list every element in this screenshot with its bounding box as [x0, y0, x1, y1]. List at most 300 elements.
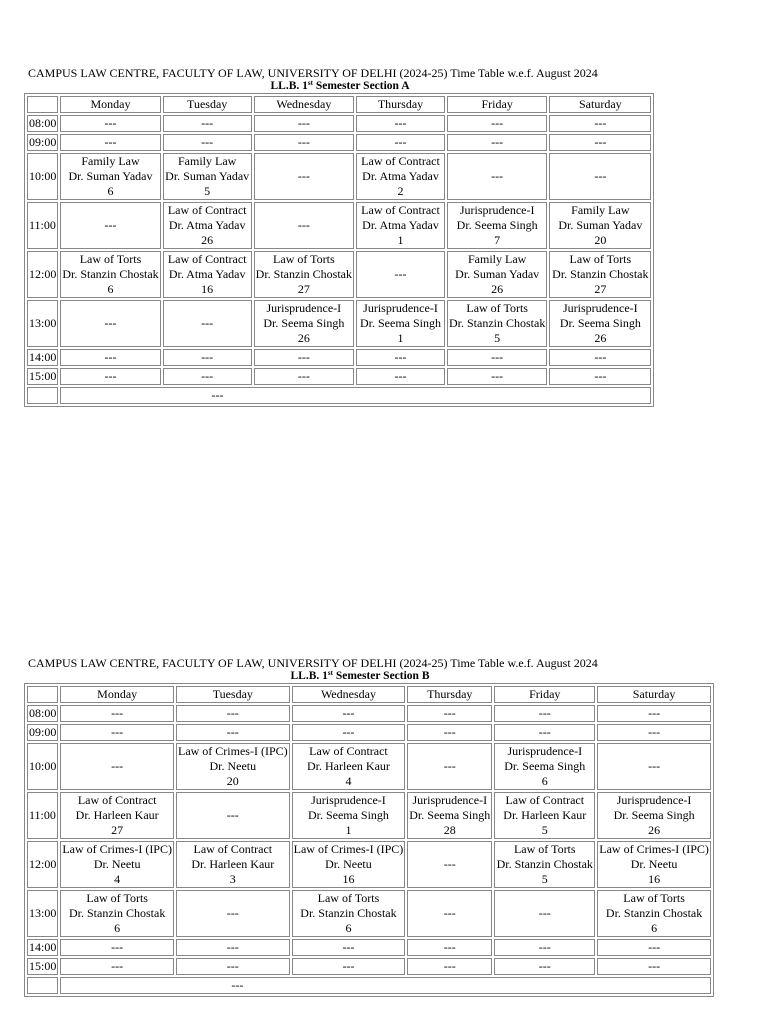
instructor-name: Dr. Stanzin Chostak: [496, 857, 593, 871]
slot-cell: [176, 705, 290, 722]
slot-cell: [549, 115, 651, 132]
slot-empty: ---: [443, 906, 456, 920]
day-header-friday: Friday: [494, 686, 595, 703]
course-name: Family Law: [81, 154, 140, 168]
time-row: [27, 939, 711, 956]
course-name: Law of Contract: [361, 154, 440, 168]
slot-cell: [549, 251, 651, 298]
instructor-name: Dr. Harleen Kaur: [306, 759, 390, 773]
day-header-thursday: Thursday: [407, 686, 492, 703]
room-number: 26: [648, 823, 661, 837]
time-label: 13:00: [27, 300, 58, 347]
slot-cell: [163, 300, 252, 347]
day-header-tuesday: Tuesday: [176, 686, 290, 703]
course-name: Law of Crimes-I (IPC): [293, 842, 404, 856]
time-label: 10:00: [27, 743, 58, 790]
room-number: 26: [201, 233, 214, 247]
room-number: 7: [494, 233, 501, 247]
course-name: Law of Contract: [167, 203, 247, 217]
instructor-name: Dr. Seema Singh: [409, 808, 491, 822]
slot-cell: [163, 134, 252, 151]
time-label: 15:00: [29, 369, 57, 383]
time-row: [27, 300, 651, 347]
course-name: Jurisprudence-I: [459, 203, 535, 217]
course-name: Family Law: [571, 203, 630, 217]
course-name: Jurisprudence-I: [363, 301, 438, 315]
slot-empty: ---: [201, 316, 214, 330]
slot-cell: [407, 743, 492, 790]
slot-cell: [407, 890, 492, 937]
instructor-name: Dr. Stanzin Chostak: [605, 906, 703, 920]
slot-empty: ---: [111, 940, 124, 954]
time-row: [27, 134, 651, 151]
slot-empty: ---: [594, 135, 607, 149]
slot-empty: ---: [226, 808, 239, 822]
slot-cell: [407, 724, 492, 741]
slot-cell: [60, 958, 174, 975]
slot-empty: ---: [648, 725, 661, 739]
day-header-tuesday: Tuesday: [163, 96, 252, 113]
slot-empty: ---: [538, 906, 551, 920]
room-number: 16: [201, 282, 214, 296]
course-name: Jurisprudence-I: [616, 793, 692, 807]
instructor-name: Dr. Seema Singh: [307, 808, 389, 822]
slot-cell: [447, 368, 547, 385]
course-name: Jurisprudence-I: [266, 301, 342, 315]
slot-empty: ---: [394, 135, 407, 149]
slot-empty: ---: [297, 135, 310, 149]
slot-cell: [494, 958, 595, 975]
timetable-title: CAMPUS LAW CENTRE, FACULTY OF LAW, UNIVERSITY OF DELHI (2024-25) Time Table w.e.f. August 2024: [28, 656, 598, 670]
slot-empty: ---: [491, 350, 504, 364]
slot-cell: [163, 153, 252, 200]
slot-cell: [407, 841, 492, 888]
instructor-name: Dr. Stanzin Chostak: [449, 316, 546, 330]
course-name: Law of Contract: [193, 842, 273, 856]
slot-cell: [254, 349, 354, 366]
slot-empty: ---: [111, 759, 124, 773]
slot-cell: [447, 349, 547, 366]
time-row: [27, 792, 711, 839]
slot-empty: ---: [648, 959, 661, 973]
course-name: Law of Contract: [167, 252, 247, 266]
slot-empty: ---: [443, 725, 456, 739]
instructor-name: Dr. Stanzin Chostak: [255, 267, 352, 281]
slot-cell: [163, 251, 252, 298]
timetable-section-a: [24, 66, 656, 407]
room-number: 26: [491, 282, 504, 296]
course-name: Law of Crimes-I (IPC): [62, 842, 172, 856]
instructor-name: Dr. Atma Yadav: [362, 218, 439, 232]
day-header-wednesday: Wednesday: [292, 686, 406, 703]
slot-cell: [60, 115, 160, 132]
time-label: 14:00: [29, 940, 57, 954]
slot-cell: [254, 368, 354, 385]
day-header-saturday: Saturday: [597, 686, 711, 703]
slot-cell: [549, 368, 651, 385]
slot-empty: ---: [111, 959, 124, 973]
course-name: Family Law: [178, 154, 237, 168]
slot-empty: ---: [226, 706, 239, 720]
instructor-name: Dr. Seema Singh: [613, 808, 695, 822]
time-row: [27, 890, 711, 937]
room-number: 5: [494, 331, 501, 345]
slot-empty: ---: [342, 940, 355, 954]
slot-empty: ---: [342, 959, 355, 973]
course-name: Law of Contract: [361, 203, 440, 217]
slot-cell: [407, 958, 492, 975]
subtitle-ordinal: st: [327, 669, 333, 677]
instructor-name: Dr. Suman Yadav: [68, 169, 153, 183]
slot-empty: ---: [226, 940, 239, 954]
course-name: Law of Crimes-I (IPC): [599, 842, 709, 856]
timetable-title: CAMPUS LAW CENTRE, FACULTY OF LAW, UNIVERSITY OF DELHI (2024-25) Time Table w.e.f. August 2024: [28, 66, 598, 80]
slot-cell: [60, 153, 160, 200]
room-number: 4: [345, 774, 352, 788]
footer-row: [27, 387, 651, 404]
instructor-name: Dr. Stanzin Chostak: [62, 267, 159, 281]
room-number: 1: [397, 331, 404, 345]
subtitle-ordinal: st: [307, 79, 313, 87]
timetable-grid: [24, 93, 654, 407]
instructor-name: Dr. Neetu: [93, 857, 141, 871]
slot-empty: ---: [594, 169, 607, 183]
slot-cell: [292, 724, 406, 741]
slot-empty: ---: [538, 959, 551, 973]
slot-cell: [447, 251, 547, 298]
slot-cell: [60, 841, 174, 888]
room-number: 2: [397, 184, 404, 198]
slot-cell: [549, 349, 651, 366]
slot-empty: ---: [342, 725, 355, 739]
slot-empty: ---: [111, 725, 124, 739]
slot-empty: ---: [201, 350, 214, 364]
slot-empty: ---: [104, 369, 117, 383]
time-label: 13:00: [27, 890, 58, 937]
slot-cell: [356, 300, 445, 347]
slot-cell: [176, 792, 290, 839]
slot-empty: ---: [443, 857, 456, 871]
slot-empty: ---: [648, 706, 661, 720]
footer-blank-cell: [27, 387, 58, 404]
slot-cell: [356, 368, 445, 385]
day-header-monday: Monday: [60, 96, 160, 113]
slot-empty: ---: [491, 369, 504, 383]
course-name: Family Law: [468, 252, 527, 266]
time-label: 09:00: [29, 725, 57, 739]
course-name: Law of Contract: [309, 744, 388, 758]
course-name: Law of Contract: [505, 793, 585, 807]
slot-cell: [494, 890, 595, 937]
slot-cell: [60, 792, 174, 839]
slot-cell: [549, 134, 651, 151]
slot-cell: [407, 705, 492, 722]
time-row: [27, 958, 711, 975]
time-row: [27, 841, 711, 888]
slot-empty: ---: [538, 940, 551, 954]
footer-note: ---: [60, 977, 711, 994]
subtitle-prefix: LL.B. 1: [270, 80, 308, 92]
slot-cell: [494, 792, 595, 839]
slot-cell: [292, 743, 406, 790]
room-number: 20: [594, 233, 607, 247]
course-name: Law of Contract: [77, 793, 157, 807]
instructor-name: Dr. Atma Yadav: [168, 267, 246, 281]
time-row: [27, 705, 711, 722]
instructor-name: Dr. Seema Singh: [559, 316, 641, 330]
room-number: 6: [541, 774, 548, 788]
instructor-name: Dr. Stanzin Chostak: [552, 267, 649, 281]
slot-cell: [549, 202, 651, 249]
room-number: 5: [541, 872, 548, 886]
slot-cell: [597, 841, 711, 888]
time-row: [27, 115, 651, 132]
slot-cell: [407, 792, 492, 839]
time-row: [27, 368, 651, 385]
slot-empty: ---: [297, 169, 310, 183]
slot-cell: [60, 300, 160, 347]
day-header-thursday: Thursday: [356, 96, 445, 113]
room-number: 1: [345, 823, 352, 837]
slot-cell: [176, 890, 290, 937]
instructor-name: Dr. Neetu: [209, 759, 257, 773]
instructor-name: Dr. Seema Singh: [263, 316, 345, 330]
slot-empty: ---: [443, 940, 456, 954]
timetable-section-b: [24, 656, 714, 997]
course-name: Law of Torts: [623, 891, 685, 905]
instructor-name: Dr. Seema Singh: [456, 218, 538, 232]
room-number: 16: [342, 872, 355, 886]
instructor-name: Dr. Suman Yadav: [165, 169, 250, 183]
slot-empty: ---: [104, 135, 117, 149]
slot-cell: [292, 705, 406, 722]
slot-empty: ---: [297, 350, 310, 364]
slot-empty: ---: [104, 218, 117, 232]
slot-empty: ---: [648, 759, 661, 773]
slot-empty: ---: [594, 350, 607, 364]
slot-empty: ---: [491, 116, 504, 130]
slot-cell: [60, 705, 174, 722]
room-number: 1: [397, 233, 404, 247]
slot-empty: ---: [226, 906, 239, 920]
slot-cell: [254, 202, 354, 249]
slot-cell: [176, 724, 290, 741]
slot-empty: ---: [201, 116, 214, 130]
slot-cell: [447, 300, 547, 347]
footer-note: ---: [60, 387, 651, 404]
slot-cell: [254, 251, 354, 298]
slot-cell: [176, 743, 290, 790]
instructor-name: Dr. Neetu: [325, 857, 372, 871]
room-number: 26: [594, 331, 607, 345]
room-number: 16: [648, 872, 661, 886]
slot-cell: [356, 115, 445, 132]
slot-cell: [60, 743, 174, 790]
slot-empty: ---: [394, 350, 407, 364]
slot-empty: ---: [538, 706, 551, 720]
slot-cell: [597, 743, 711, 790]
instructor-name: Dr. Harleen Kaur: [191, 857, 275, 871]
slot-cell: [60, 368, 160, 385]
room-number: 26: [297, 331, 310, 345]
slot-cell: [447, 202, 547, 249]
time-label: 11:00: [27, 202, 58, 249]
slot-cell: [292, 890, 406, 937]
instructor-name: Dr. Atma Yadav: [362, 169, 439, 183]
course-name: Jurisprudence-I: [412, 793, 488, 807]
time-row: [27, 724, 711, 741]
slot-cell: [60, 202, 160, 249]
slot-cell: [597, 705, 711, 722]
course-name: Law of Torts: [317, 891, 380, 905]
slot-cell: [60, 890, 174, 937]
course-name: Jurisprudence-I: [507, 744, 583, 758]
course-name: Law of Crimes-I (IPC): [177, 744, 288, 758]
time-label: 12:00: [27, 251, 58, 298]
slot-cell: [176, 939, 290, 956]
course-name: Law of Torts: [79, 252, 142, 266]
slot-cell: [597, 724, 711, 741]
room-number: 4: [114, 872, 121, 886]
room-number: 27: [297, 282, 310, 296]
time-row: [27, 153, 651, 200]
slot-empty: ---: [648, 940, 661, 954]
room-number: 27: [594, 282, 607, 296]
slot-empty: ---: [201, 135, 214, 149]
time-label: 08:00: [29, 116, 57, 130]
slot-cell: [60, 134, 160, 151]
slot-cell: [292, 841, 406, 888]
slot-empty: ---: [443, 959, 456, 973]
slot-empty: ---: [297, 116, 310, 130]
room-number: 6: [651, 921, 658, 935]
day-header-row: [27, 96, 651, 113]
slot-empty: ---: [394, 267, 407, 281]
timetable-subtitle: [24, 670, 696, 683]
slot-cell: [356, 153, 445, 200]
timetable-grid: [24, 683, 714, 997]
course-name: Law of Torts: [466, 301, 528, 315]
corner-cell: [27, 96, 58, 113]
time-label: 09:00: [29, 135, 57, 149]
slot-cell: [60, 349, 160, 366]
slot-cell: [549, 300, 651, 347]
slot-cell: [163, 202, 252, 249]
slot-empty: ---: [104, 116, 117, 130]
slot-empty: ---: [111, 706, 124, 720]
room-number: 6: [345, 921, 352, 935]
slot-cell: [254, 134, 354, 151]
room-number: 28: [443, 823, 456, 837]
room-number: 6: [107, 184, 114, 198]
room-number: 6: [107, 282, 114, 296]
slot-cell: [163, 349, 252, 366]
course-name: Law of Torts: [569, 252, 632, 266]
time-row: [27, 202, 651, 249]
instructor-name: Dr. Harleen Kaur: [75, 808, 159, 822]
slot-empty: ---: [226, 959, 239, 973]
slot-cell: [356, 202, 445, 249]
time-label: 15:00: [29, 959, 57, 973]
instructor-name: Dr. Suman Yadav: [455, 267, 540, 281]
slot-cell: [494, 841, 595, 888]
slot-cell: [176, 841, 290, 888]
room-number: 5: [541, 823, 548, 837]
instructor-name: Dr. Atma Yadav: [168, 218, 246, 232]
slot-cell: [356, 134, 445, 151]
day-header-monday: Monday: [60, 686, 174, 703]
slot-cell: [356, 251, 445, 298]
room-number: 6: [114, 921, 121, 935]
instructor-name: Dr. Stanzin Chostak: [69, 906, 166, 920]
time-label: 08:00: [29, 706, 57, 720]
course-name: Jurisprudence-I: [311, 793, 386, 807]
slot-cell: [254, 115, 354, 132]
day-header-saturday: Saturday: [549, 96, 651, 113]
slot-cell: [597, 890, 711, 937]
instructor-name: Dr. Neetu: [630, 857, 678, 871]
slot-empty: ---: [394, 116, 407, 130]
slot-empty: ---: [297, 218, 310, 232]
slot-cell: [597, 792, 711, 839]
slot-cell: [447, 153, 547, 200]
slot-cell: [494, 743, 595, 790]
day-header-row: [27, 686, 711, 703]
slot-cell: [407, 939, 492, 956]
slot-empty: ---: [443, 706, 456, 720]
slot-empty: ---: [538, 725, 551, 739]
slot-cell: [597, 958, 711, 975]
footer-row: [27, 977, 711, 994]
slot-empty: ---: [226, 725, 239, 739]
slot-cell: [60, 939, 174, 956]
time-label: 14:00: [29, 350, 57, 364]
room-number: 27: [111, 823, 124, 837]
time-row: [27, 251, 651, 298]
instructor-name: Dr. Seema Singh: [360, 316, 441, 330]
slot-empty: ---: [443, 759, 456, 773]
slot-empty: ---: [594, 369, 607, 383]
instructor-name: Dr. Suman Yadav: [558, 218, 643, 232]
slot-empty: ---: [201, 369, 214, 383]
slot-empty: ---: [342, 706, 355, 720]
slot-cell: [292, 958, 406, 975]
instructor-name: Dr. Stanzin Chostak: [300, 906, 397, 920]
slot-cell: [254, 153, 354, 200]
slot-cell: [597, 939, 711, 956]
slot-cell: [494, 724, 595, 741]
slot-cell: [60, 724, 174, 741]
time-label: 11:00: [27, 792, 58, 839]
slot-cell: [163, 368, 252, 385]
instructor-name: Dr. Seema Singh: [504, 759, 586, 773]
room-number: 20: [226, 774, 239, 788]
slot-cell: [447, 134, 547, 151]
slot-cell: [447, 115, 547, 132]
day-header-wednesday: Wednesday: [254, 96, 354, 113]
slot-cell: [292, 792, 406, 839]
course-name: Law of Torts: [273, 252, 335, 266]
time-row: [27, 349, 651, 366]
slot-empty: ---: [491, 135, 504, 149]
slot-cell: [163, 115, 252, 132]
slot-cell: [549, 153, 651, 200]
time-label: 12:00: [27, 841, 58, 888]
slot-empty: ---: [394, 369, 407, 383]
slot-empty: ---: [104, 350, 117, 364]
course-name: Jurisprudence-I: [563, 301, 638, 315]
course-name: Law of Torts: [86, 891, 148, 905]
